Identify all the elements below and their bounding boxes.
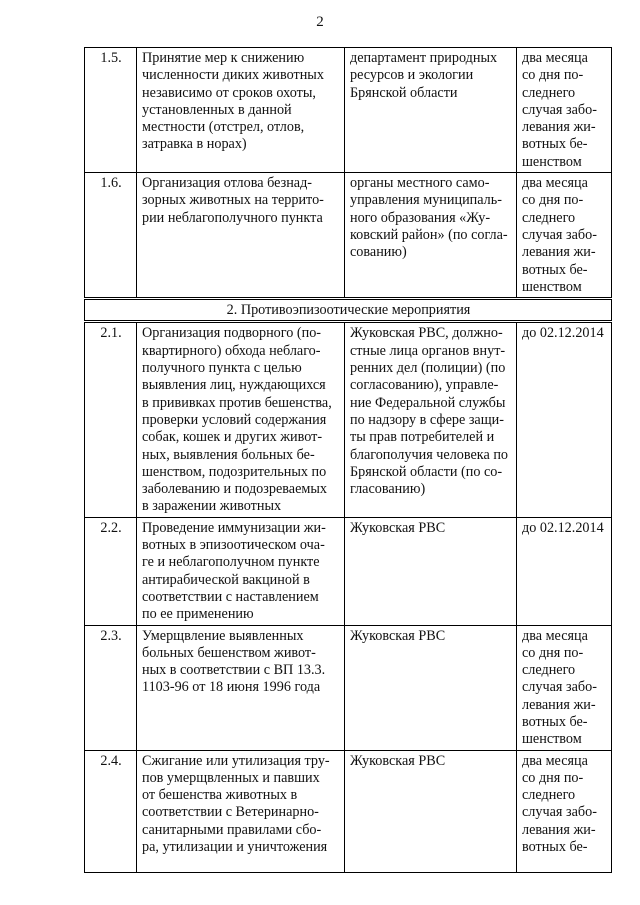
table-row <box>85 750 612 872</box>
measure-cell: Сжигание или утилизация тру- пов умерщвленных и павших от бешенства животных в соответствии с Ветеринарно- санитарными правилами сбо- ра, утилизации и уничтожения <box>137 750 345 872</box>
row-number: 1.5. <box>85 48 137 173</box>
section-title: 2. Противоэпизоотические мероприятия <box>85 299 612 322</box>
term-cell: два месяца со дня по- следнего случая забо- левания жи- вотных бе- шенством <box>517 48 612 173</box>
row-number: 2.3. <box>85 625 137 750</box>
row-number: 2.1. <box>85 322 137 517</box>
table-row <box>85 173 612 299</box>
executor-cell: Жуковская РВС <box>345 750 517 872</box>
measure-cell: Проведение иммунизации жи- вотных в эпизоотическом оча- ге и неблагополучном пункте антирабической вакциной в соответствии с наставлением по ее применению <box>137 517 345 625</box>
term-cell: два месяца со дня по- следнего случая забо- левания жи- вотных бе- шенством <box>517 625 612 750</box>
measure-cell: Организация отлова безнад- зорных животных на террито- рии неблагополучного пункта <box>137 173 345 299</box>
table-row <box>85 625 612 750</box>
term-cell: два месяца со дня по- следнего случая забо- левания жи- вотных бе- шенством <box>517 173 612 299</box>
executor-cell: Жуковская РВС <box>345 625 517 750</box>
measures-table <box>84 47 612 873</box>
row-number: 2.2. <box>85 517 137 625</box>
measure-cell: Умерщвление выявленных больных бешенством живот- ных в соответствии с ВП 13.3. 1103-96 от 18 июня 1996 года <box>137 625 345 750</box>
executor-cell: Жуковская РВС <box>345 517 517 625</box>
section-header-row <box>85 299 612 322</box>
executor-cell: Жуковская РВС, должно- стные лица органов внут- ренних дел (полиции) (по согласованию), управле- ние Федеральной службы по надзору в сфере защи- ты прав потребителей и благополучия человека по Брянской области (по со- гласованию) <box>345 322 517 517</box>
row-number: 2.4. <box>85 750 137 872</box>
term-cell: до 02.12.2014 <box>517 517 612 625</box>
table-row <box>85 322 612 517</box>
row-number: 1.6. <box>85 173 137 299</box>
measure-cell: Организация подворного (по- квартирного) обхода неблаго- получного пункта с целью выявления лиц, нуждающихся в прививках против бешенства, проверки условий содержания собак, кошек и других живот- ных, выявления больных бе- шенством, подозрительных по заболеванию и подозреваемых в заражении животных <box>137 322 345 517</box>
page-number: 2 <box>316 14 324 30</box>
term-cell: до 02.12.2014 <box>517 322 612 517</box>
term-cell: два месяца со дня по- следнего случая забо- левания жи- вотных бе- <box>517 750 612 872</box>
table-row <box>85 517 612 625</box>
executor-cell: департамент природных ресурсов и экологии Брянской области <box>345 48 517 173</box>
executor-cell: органы местного само- управления муниципаль- ного образования «Жу- ковский район» (по согла- сованию) <box>345 173 517 299</box>
measure-cell: Принятие мер к снижению численности диких животных независимо от сроков охоты, установленных в данной местности (отстрел, отлов, затравка в норах) <box>137 48 345 173</box>
table-row <box>85 48 612 173</box>
